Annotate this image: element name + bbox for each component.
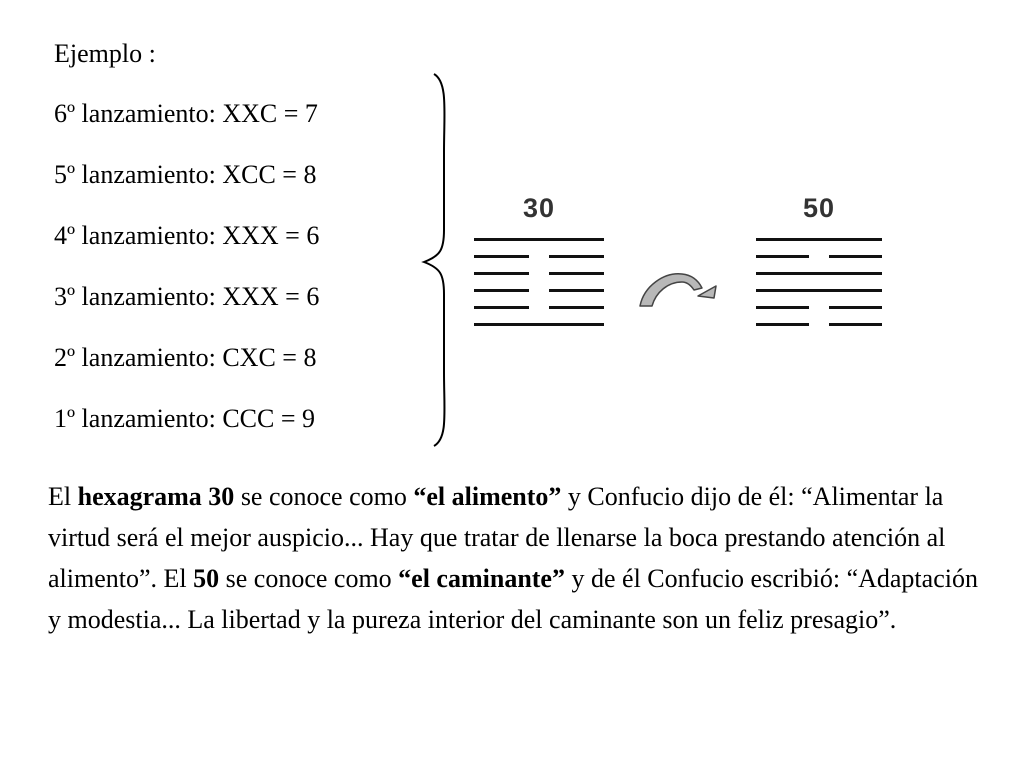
hexagram-line-yang — [474, 238, 604, 241]
bold-el-alimento: “el alimento” — [413, 482, 562, 511]
hexagram-line-yin — [474, 255, 604, 258]
throw-3: 3º lanzamiento: XXX = 6 — [54, 282, 320, 311]
description-paragraph — [48, 476, 978, 640]
hexagram-line-yin — [756, 306, 882, 309]
line-segment — [474, 272, 529, 275]
hexagram-line-yang — [756, 272, 882, 275]
hexagram-lines — [474, 238, 604, 326]
throw-6: 6º lanzamiento: XXC = 7 — [54, 99, 318, 128]
bold-el-caminante: “el caminante” — [398, 564, 565, 593]
bold-50: 50 — [193, 564, 220, 593]
throw-4: 4º lanzamiento: XXX = 6 — [54, 221, 320, 250]
throw-5: 5º lanzamiento: XCC = 8 — [54, 160, 317, 189]
hexagram-line-yin — [756, 255, 882, 258]
hexagram-line-yin — [474, 306, 604, 309]
line-segment — [474, 238, 604, 241]
hexagram-number: 30 — [522, 193, 556, 223]
line-segment — [474, 306, 529, 309]
line-segment — [756, 238, 882, 241]
curved-arrow-icon — [636, 266, 720, 310]
line-segment — [474, 255, 529, 258]
hexagram-line-yin — [474, 272, 604, 275]
curly-brace-icon — [418, 72, 458, 448]
throw-1: 1º lanzamiento: CCC = 9 — [54, 404, 316, 433]
line-segment — [756, 323, 809, 326]
line-segment — [474, 323, 604, 326]
hexagram-number: 50 — [802, 193, 836, 223]
line-segment — [549, 272, 604, 275]
bold-hexagram-30: hexagrama 30 — [77, 482, 235, 511]
line-segment — [829, 255, 882, 258]
text-segment: y de él Confucio escribió: “Adaptación y modestia... La libertad y la pureza interior del caminante son un feliz presagio”. — [48, 564, 978, 634]
text-segment: se conoce como — [219, 564, 399, 593]
line-segment — [756, 306, 809, 309]
throw-list — [54, 98, 319, 464]
line-segment — [474, 289, 529, 292]
hexagram-line-yang — [474, 323, 604, 326]
text-segment: y Confucio dijo de él: “Alimentar la virtud será el mejor auspicio... Hay que tratar de llenarse la boca prestando atención al alimento”. El — [48, 482, 946, 593]
hexagram-30 — [474, 194, 604, 340]
line-segment — [549, 255, 604, 258]
line-segment — [549, 306, 604, 309]
example-title: Ejemplo : — [54, 39, 156, 68]
line-segment — [756, 289, 882, 292]
throw-2: 2º lanzamiento: CXC = 8 — [54, 343, 317, 372]
line-segment — [549, 289, 604, 292]
hexagram-50 — [756, 194, 882, 340]
line-segment — [829, 323, 882, 326]
line-segment — [756, 255, 809, 258]
text-segment: El — [48, 482, 78, 511]
hexagram-line-yin — [756, 323, 882, 326]
hexagram-line-yang — [756, 289, 882, 292]
hexagram-line-yin — [474, 289, 604, 292]
hexagram-line-yang — [756, 238, 882, 241]
line-segment — [756, 272, 882, 275]
line-segment — [829, 306, 882, 309]
hexagram-lines — [756, 238, 882, 326]
text-segment: se conoce como — [234, 482, 414, 511]
